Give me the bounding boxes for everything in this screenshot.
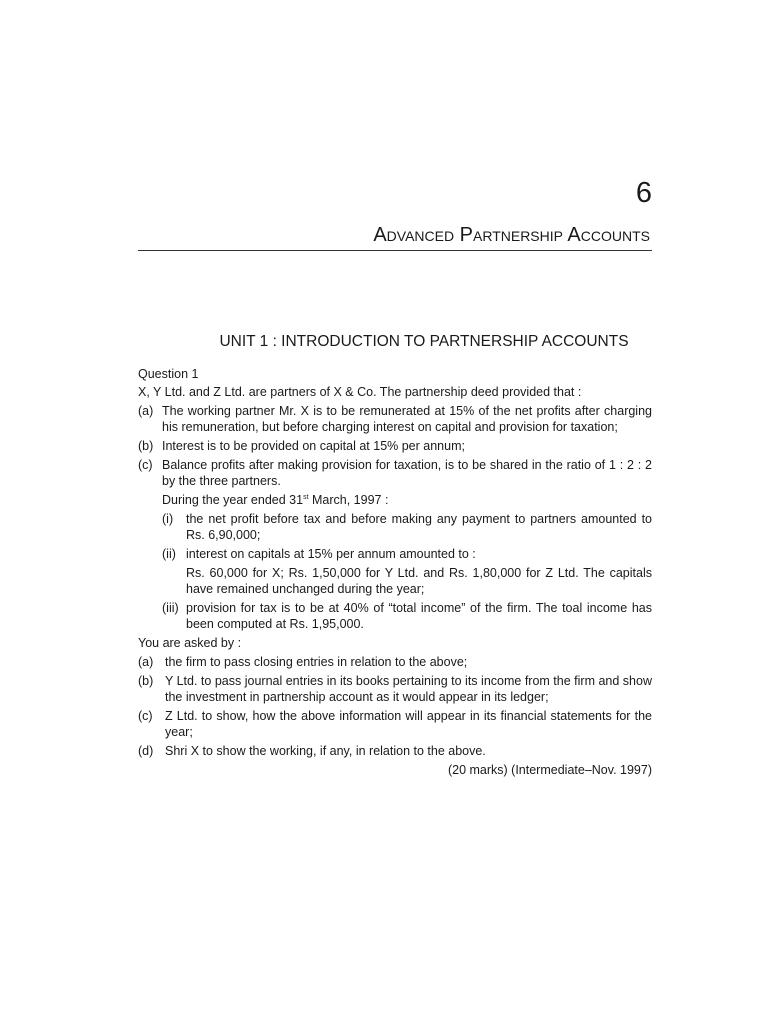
year-item [138, 600, 652, 632]
chapter-divider [138, 250, 652, 251]
question-body [138, 366, 652, 778]
year-intro: During the year ended 31st March, 1997 : [162, 493, 389, 507]
asked-item [138, 743, 652, 759]
chapter-number: 6 [635, 177, 652, 209]
item-text: Y Ltd. to pass journal entries in its books pertaining to its income from the firm and show the investment in partnership account as it would appear in its ledger; [165, 674, 652, 704]
item-label: (iii) [162, 601, 179, 615]
item-label: (a) [138, 404, 154, 418]
deed-item [138, 403, 652, 435]
item-text: The working partner Mr. X is to be remunerated at 15% of the net profits after charging his remuneration, but before charging interest on capital and provision for taxation; [162, 404, 652, 434]
question-label: Question 1 [138, 367, 199, 381]
item-text: the firm to pass closing entries in relation to the above; [165, 655, 468, 669]
item-text: Interest is to be provided on capital at 15% per annum; [162, 439, 465, 453]
asked-item [138, 654, 652, 670]
item-text: interest on capitals at 15% per annum amounted to : [186, 547, 476, 561]
question-intro: X, Y Ltd. and Z Ltd. are partners of X & Co. The partnership deed provided that : [138, 385, 582, 399]
interest-detail: Rs. 60,000 for X; Rs. 1,50,000 for Y Ltd. and Rs. 1,80,000 for Z Ltd. The capitals have remained unchanged during the year; [186, 566, 652, 596]
deed-item [138, 438, 652, 454]
item-label: (i) [162, 512, 174, 526]
unit-title: UNIT 1 : INTRODUCTION TO PARTNERSHIP ACCOUNTS [219, 333, 629, 350]
marks-reference: (20 marks) (Intermediate–Nov. 1997) [447, 763, 652, 777]
item-label: (ii) [162, 547, 176, 561]
year-item [138, 511, 652, 543]
item-text: Balance profits after making provision for taxation, is to be shared in the ratio of 1 : 2 : 2 by the three partners. [162, 458, 652, 488]
year-item [138, 546, 652, 562]
deed-item [138, 457, 652, 489]
asked-item [138, 673, 652, 705]
asked-intro: You are asked by : [138, 636, 242, 650]
item-text: provision for tax is to be at 40% of “total income” of the firm. The toal income has been computed at Rs. 1,95,000. [186, 601, 652, 631]
chapter-title: Advanced Partnership Accounts [373, 224, 650, 246]
item-text: the net profit before tax and before making any payment to partners amounted to Rs. 6,90,000; [186, 512, 652, 542]
item-label: (b) [138, 439, 154, 453]
item-label: (c) [138, 458, 153, 472]
item-label: (d) [138, 744, 154, 758]
item-text: Shri X to show the working, if any, in relation to the above. [165, 744, 486, 758]
item-text: Z Ltd. to show, how the above information will appear in its financial statements for the year; [165, 709, 652, 739]
item-label: (a) [138, 655, 154, 669]
item-label: (b) [138, 674, 154, 688]
item-label: (c) [138, 709, 153, 723]
asked-item [138, 708, 652, 740]
